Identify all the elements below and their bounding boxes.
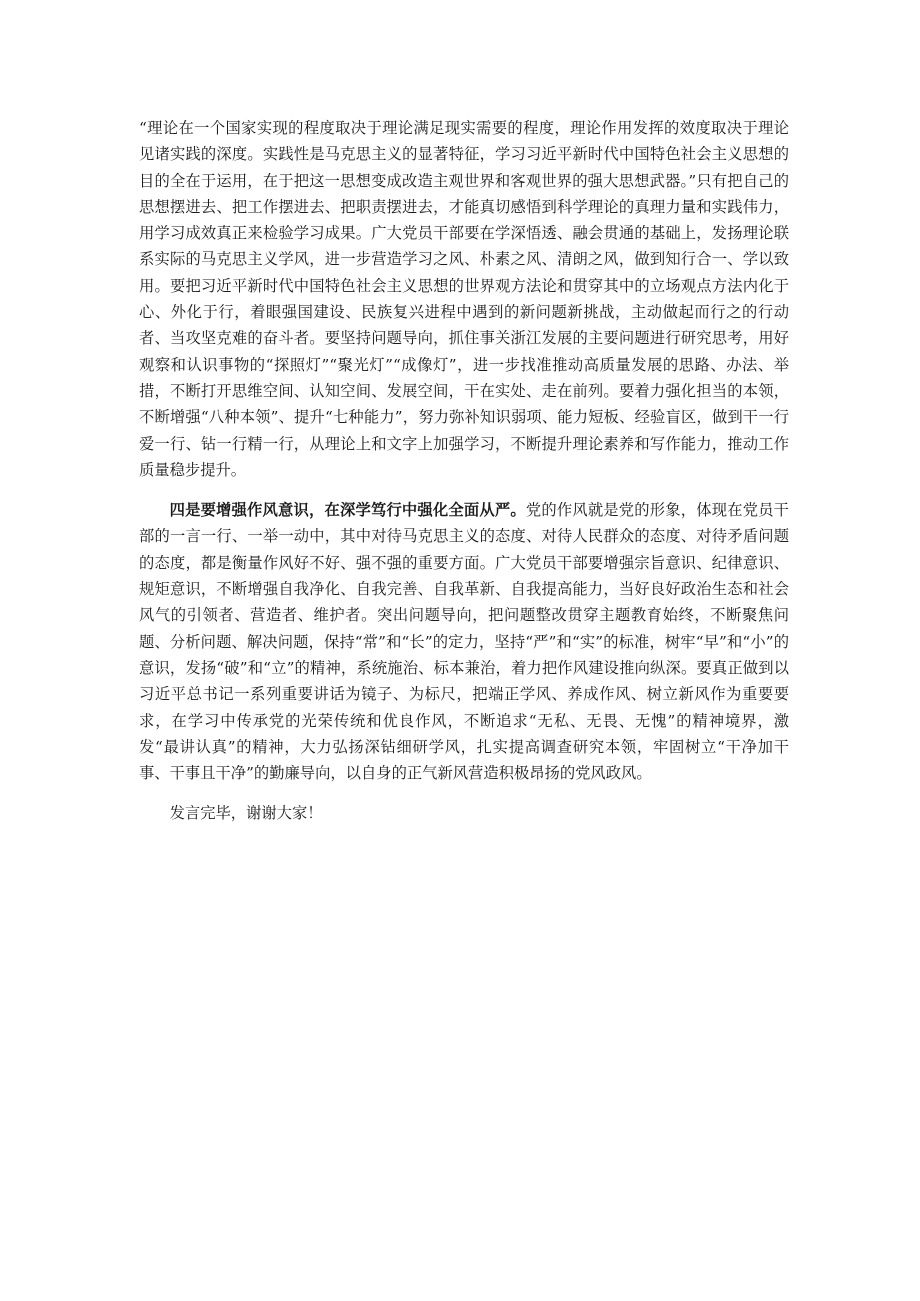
paragraph-theory-practice: [139, 115, 789, 483]
paragraph-text: 发言完毕，谢谢大家！: [169, 804, 323, 823]
document-body: [139, 115, 789, 841]
paragraph-closing: [139, 800, 789, 826]
paragraph-lead-heading: 四是要增强作风意识，在深学笃行中强化全面从严。: [169, 501, 526, 520]
paragraph-work-style: [139, 497, 789, 786]
paragraph-text: 党的作风就是党的形象，体现在党员干部的一言一行、一举一动中，其中对待马克思主义的态度、对待人民群众的态度、对待矛盾问题的态度，都是衡量作风好不好、强不强的重要方面。广大党员干部要增强宗旨意识、纪律意识、规矩意识，不断增强自我净化、自我完善、自我革新、自我提高能力，当好良好政治生态和社会风气的引领者、营造者、维护者。突出问题导向，把问题整改贯穿主题教育始终，不断聚焦问题、分析问题、解决问题，保持“常”和“长”的定力，坚持“严”和“实”的标准，树牢“早”和“小”的意识，发扬“破”和“立”的精神，系统施治、标本兼治，着力把作风建设推向纵深。要真正做到以习近平总书记一系列重要讲话为镜子、为标尺，把端正学风、养成作风、树立新风作为重要要求，在学习中传承党的光荣传统和优良作风，不断追求“无私、无畏、无愧”的精神境界，激发“最讲认真”的精神，大力弘扬深钻细研学风，扎实提高调查研究本领，牢固树立“干净加干事、干事且干净”的勤廉导向，以自身的正气新风营造积极昂扬的党风政风。: [139, 501, 789, 783]
paragraph-text: “理论在一个国家实现的程度取决于理论满足现实需要的程度，理论作用发挥的效度取决于理论见诸实践的深度。实践性是马克思主义的显著特征，学习习近平新时代中国特色社会主义思想的目的全在于运用，在于把这一思想变成改造主观世界和客观世界的强大思想武器。”只有把自己的思想摆进去、把工作摆进去、把职责摆进去，才能真切感悟到科学理论的真理力量和实践伟力，用学习成效真正来检验学习成果。广大党员干部要在学深悟透、融会贯通的基础上，发扬理论联系实际的马克思主义学风，进一步营造学习之风、朴素之风、清朗之风，做到知行合一、学以致用。要把习近平新时代中国特色社会主义思想的世界观方法论和贯穿其中的立场观点方法内化于心、外化于行，着眼强国建设、民族复兴进程中遇到的新问题新挑战，主动做起而行之的行动者、当攻坚克难的奋斗者。要坚持问题导向，抓住事关浙江发展的主要问题进行研究思考，用好观察和认识事物的“探照灯”“聚光灯”“成像灯”，进一步找准推动高质量发展的思路、办法、举措，不断打开思维空间、认知空间、发展空间，干在实处、走在前列。要着力强化担当的本领，不断增强“八种本领”、提升“七种能力”，努力弥补知识弱项、能力短板、经验盲区，做到干一行爱一行、钻一行精一行，从理论上和文字上加强学习，不断提升理论素养和写作能力，推动工作质量稳步提升。: [139, 119, 789, 479]
